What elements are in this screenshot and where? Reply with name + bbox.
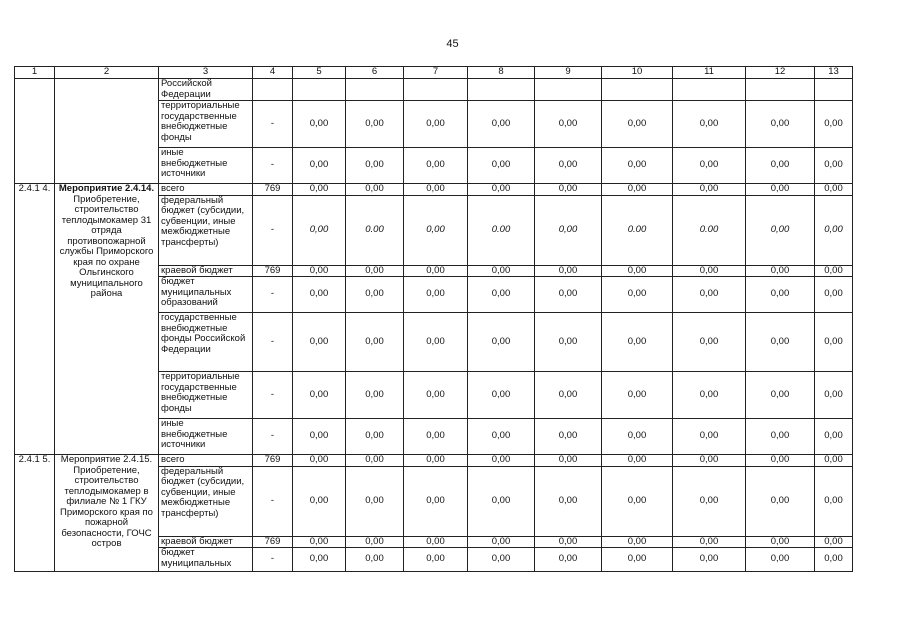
item-code: 2.4.1 4. [15, 184, 55, 455]
value-cell: 0,00 [346, 184, 404, 196]
value-cell: 0,00 [468, 313, 535, 372]
funding-source: иные внебюджетные источники [159, 148, 253, 184]
code-cell: - [253, 277, 293, 313]
item-text: Приобретение, строительство теплодымокамер 31 отряда противопожарной службы Приморского края по охране Ольгинского муниципального района [59, 193, 154, 299]
value-cell: 0,00 [673, 101, 746, 148]
item-title: Мероприятие 2.4.15. [60, 454, 153, 465]
funding-source: федеральный бюджет (субсидии, субвенции, иные межбюджетные трансферты) [159, 195, 253, 265]
column-header: 13 [815, 67, 853, 79]
value-cell: 0,00 [602, 372, 673, 419]
value-cell: 0,00 [815, 148, 853, 184]
funding-source: государственные внебюджетные фонды Российской Федерации [159, 313, 253, 372]
value-cell: 0,00 [404, 195, 468, 265]
value-cell: 0,00 [404, 455, 468, 467]
item-description [55, 79, 159, 184]
code-cell: 769 [253, 184, 293, 196]
value-cell: 0,00 [673, 455, 746, 467]
code-cell [253, 79, 293, 101]
value-cell: 0,00 [602, 313, 673, 372]
column-header: 3 [159, 67, 253, 79]
value-cell: 0,00 [673, 466, 746, 536]
value-cell: 0,00 [815, 265, 853, 277]
value-cell: 0,00 [602, 265, 673, 277]
value-cell: 0,00 [602, 455, 673, 467]
value-cell: 0,00 [673, 265, 746, 277]
funding-source: иные внебюджетные источники [159, 419, 253, 455]
funding-source: краевой бюджет [159, 536, 253, 548]
table-body [15, 79, 853, 572]
code-cell: - [253, 372, 293, 419]
value-cell: 0,00 [293, 313, 346, 372]
value-cell: 0.00 [468, 195, 535, 265]
value-cell: 0,00 [468, 265, 535, 277]
value-cell: 0,00 [602, 466, 673, 536]
header-row [15, 67, 853, 79]
value-cell [535, 79, 602, 101]
value-cell: 0,00 [815, 372, 853, 419]
value-cell: 0,00 [468, 148, 535, 184]
value-cell: 0,00 [293, 548, 346, 572]
budget-table [14, 66, 853, 572]
value-cell: 0,00 [815, 195, 853, 265]
value-cell: 0,00 [602, 277, 673, 313]
value-cell [602, 79, 673, 101]
column-header: 10 [602, 67, 673, 79]
item-description [55, 455, 159, 572]
value-cell: 0,00 [293, 195, 346, 265]
code-cell: - [253, 195, 293, 265]
item-code: 2.4.1 5. [15, 455, 55, 572]
column-header: 11 [673, 67, 746, 79]
value-cell [673, 79, 746, 101]
value-cell: 0,00 [346, 536, 404, 548]
value-cell: 0,00 [602, 419, 673, 455]
value-cell: 0,00 [468, 184, 535, 196]
value-cell: 0,00 [746, 455, 815, 467]
value-cell: 0,00 [746, 536, 815, 548]
value-cell: 0,00 [746, 184, 815, 196]
table-row [15, 455, 853, 467]
funding-source: всего [159, 455, 253, 467]
value-cell: 0,00 [815, 313, 853, 372]
value-cell: 0,00 [815, 455, 853, 467]
table-row [15, 184, 853, 196]
value-cell: 0,00 [468, 536, 535, 548]
column-header: 9 [535, 67, 602, 79]
code-cell: 769 [253, 455, 293, 467]
item-title: Мероприятие 2.4.14. [58, 183, 155, 194]
column-header: 1 [15, 67, 55, 79]
value-cell: 0,00 [293, 419, 346, 455]
value-cell: 0,00 [404, 372, 468, 419]
value-cell: 0,00 [602, 101, 673, 148]
value-cell: 0,00 [815, 536, 853, 548]
value-cell: 0,00 [293, 372, 346, 419]
value-cell: 0,00 [346, 466, 404, 536]
value-cell: 0,00 [468, 466, 535, 536]
column-header: 7 [404, 67, 468, 79]
value-cell: 0,00 [535, 548, 602, 572]
value-cell: 0,00 [746, 265, 815, 277]
value-cell: 0.00 [602, 195, 673, 265]
value-cell: 0,00 [404, 536, 468, 548]
value-cell: 0,00 [293, 455, 346, 467]
value-cell [404, 79, 468, 101]
code-cell: - [253, 313, 293, 372]
item-text: Приобретение, строительство теплодымокамер в филиале № 1 ГКУ Приморского края по пожарной безопасности, ГОЧС остров [60, 464, 153, 549]
value-cell: 0,00 [293, 536, 346, 548]
value-cell: 0,00 [404, 313, 468, 372]
code-cell: 769 [253, 265, 293, 277]
value-cell: 0,00 [293, 265, 346, 277]
column-header: 12 [746, 67, 815, 79]
value-cell: 0,00 [602, 548, 673, 572]
value-cell: 0,00 [673, 148, 746, 184]
value-cell: 0,00 [673, 313, 746, 372]
value-cell: 0,00 [404, 184, 468, 196]
value-cell: 0,00 [468, 101, 535, 148]
value-cell: 0.00 [346, 195, 404, 265]
value-cell: 0,00 [346, 265, 404, 277]
code-cell: - [253, 548, 293, 572]
value-cell: 0,00 [746, 419, 815, 455]
code-cell: 769 [253, 536, 293, 548]
column-header: 4 [253, 67, 293, 79]
value-cell: 0,00 [535, 184, 602, 196]
value-cell: 0,00 [746, 372, 815, 419]
item-description [55, 184, 159, 455]
value-cell: 0,00 [293, 184, 346, 196]
value-cell: 0,00 [346, 419, 404, 455]
value-cell: 0,00 [404, 277, 468, 313]
value-cell: 0,00 [815, 101, 853, 148]
value-cell: 0,00 [535, 313, 602, 372]
table-row [15, 79, 853, 101]
value-cell: 0,00 [535, 101, 602, 148]
code-cell: - [253, 419, 293, 455]
value-cell: 0,00 [602, 184, 673, 196]
value-cell: 0,00 [468, 548, 535, 572]
value-cell: 0,00 [815, 548, 853, 572]
value-cell: 0,00 [404, 101, 468, 148]
value-cell: 0,00 [815, 419, 853, 455]
value-cell [468, 79, 535, 101]
value-cell: 0,00 [535, 466, 602, 536]
column-header: 6 [346, 67, 404, 79]
value-cell: 0,00 [673, 372, 746, 419]
value-cell: 0,00 [346, 372, 404, 419]
value-cell: 0,00 [673, 184, 746, 196]
value-cell: 0,00 [746, 313, 815, 372]
value-cell: 0,00 [404, 148, 468, 184]
funding-source: бюджет муниципальных образований [159, 277, 253, 313]
value-cell: 0,00 [293, 277, 346, 313]
column-header: 5 [293, 67, 346, 79]
page-number: 45 [446, 38, 459, 50]
value-cell: 0,00 [535, 195, 602, 265]
value-cell: 0,00 [673, 548, 746, 572]
value-cell: 0,00 [468, 372, 535, 419]
code-cell: - [253, 101, 293, 148]
value-cell: 0,00 [346, 101, 404, 148]
value-cell: 0,00 [346, 548, 404, 572]
value-cell: 0,00 [746, 548, 815, 572]
value-cell: 0,00 [602, 536, 673, 548]
value-cell: 0,00 [346, 313, 404, 372]
column-header: 8 [468, 67, 535, 79]
value-cell: 0,00 [746, 466, 815, 536]
value-cell: 0.00 [673, 195, 746, 265]
value-cell: 0,00 [468, 277, 535, 313]
code-cell: - [253, 148, 293, 184]
value-cell: 0,00 [468, 455, 535, 467]
code-cell: - [253, 466, 293, 536]
value-cell: 0,00 [404, 265, 468, 277]
funding-source: территориальные государственные внебюджетные фонды [159, 101, 253, 148]
funding-source: краевой бюджет [159, 265, 253, 277]
value-cell: 0,00 [746, 148, 815, 184]
value-cell: 0,00 [535, 455, 602, 467]
value-cell [815, 79, 853, 101]
value-cell: 0,00 [468, 419, 535, 455]
value-cell: 0,00 [673, 277, 746, 313]
value-cell: 0,00 [602, 148, 673, 184]
value-cell: 0,00 [293, 148, 346, 184]
value-cell [346, 79, 404, 101]
value-cell: 0,00 [346, 277, 404, 313]
value-cell: 0,00 [293, 466, 346, 536]
value-cell: 0,00 [673, 419, 746, 455]
value-cell [746, 79, 815, 101]
funding-source: Российской Федерации [159, 79, 253, 101]
funding-source: федеральный бюджет (субсидии, субвенции, иные межбюджетные трансферты) [159, 466, 253, 536]
value-cell [293, 79, 346, 101]
value-cell: 0,00 [673, 536, 746, 548]
item-code [15, 79, 55, 184]
value-cell: 0,00 [293, 101, 346, 148]
funding-source: бюджет муниципальных [159, 548, 253, 572]
value-cell: 0,00 [535, 265, 602, 277]
value-cell: 0,00 [535, 148, 602, 184]
value-cell: 0,00 [815, 466, 853, 536]
value-cell: 0,00 [535, 536, 602, 548]
value-cell: 0,00 [404, 466, 468, 536]
value-cell: 0,00 [404, 548, 468, 572]
value-cell: 0,00 [535, 372, 602, 419]
value-cell: 0,00 [815, 277, 853, 313]
funding-source: всего [159, 184, 253, 196]
funding-source: территориальные государственные внебюджетные фонды [159, 372, 253, 419]
value-cell: 0,00 [535, 277, 602, 313]
value-cell: 0,00 [404, 419, 468, 455]
column-header: 2 [55, 67, 159, 79]
value-cell: 0,00 [746, 195, 815, 265]
value-cell: 0,00 [746, 101, 815, 148]
value-cell: 0,00 [746, 277, 815, 313]
value-cell: 0,00 [535, 419, 602, 455]
value-cell: 0,00 [346, 148, 404, 184]
value-cell: 0,00 [815, 184, 853, 196]
value-cell: 0,00 [346, 455, 404, 467]
